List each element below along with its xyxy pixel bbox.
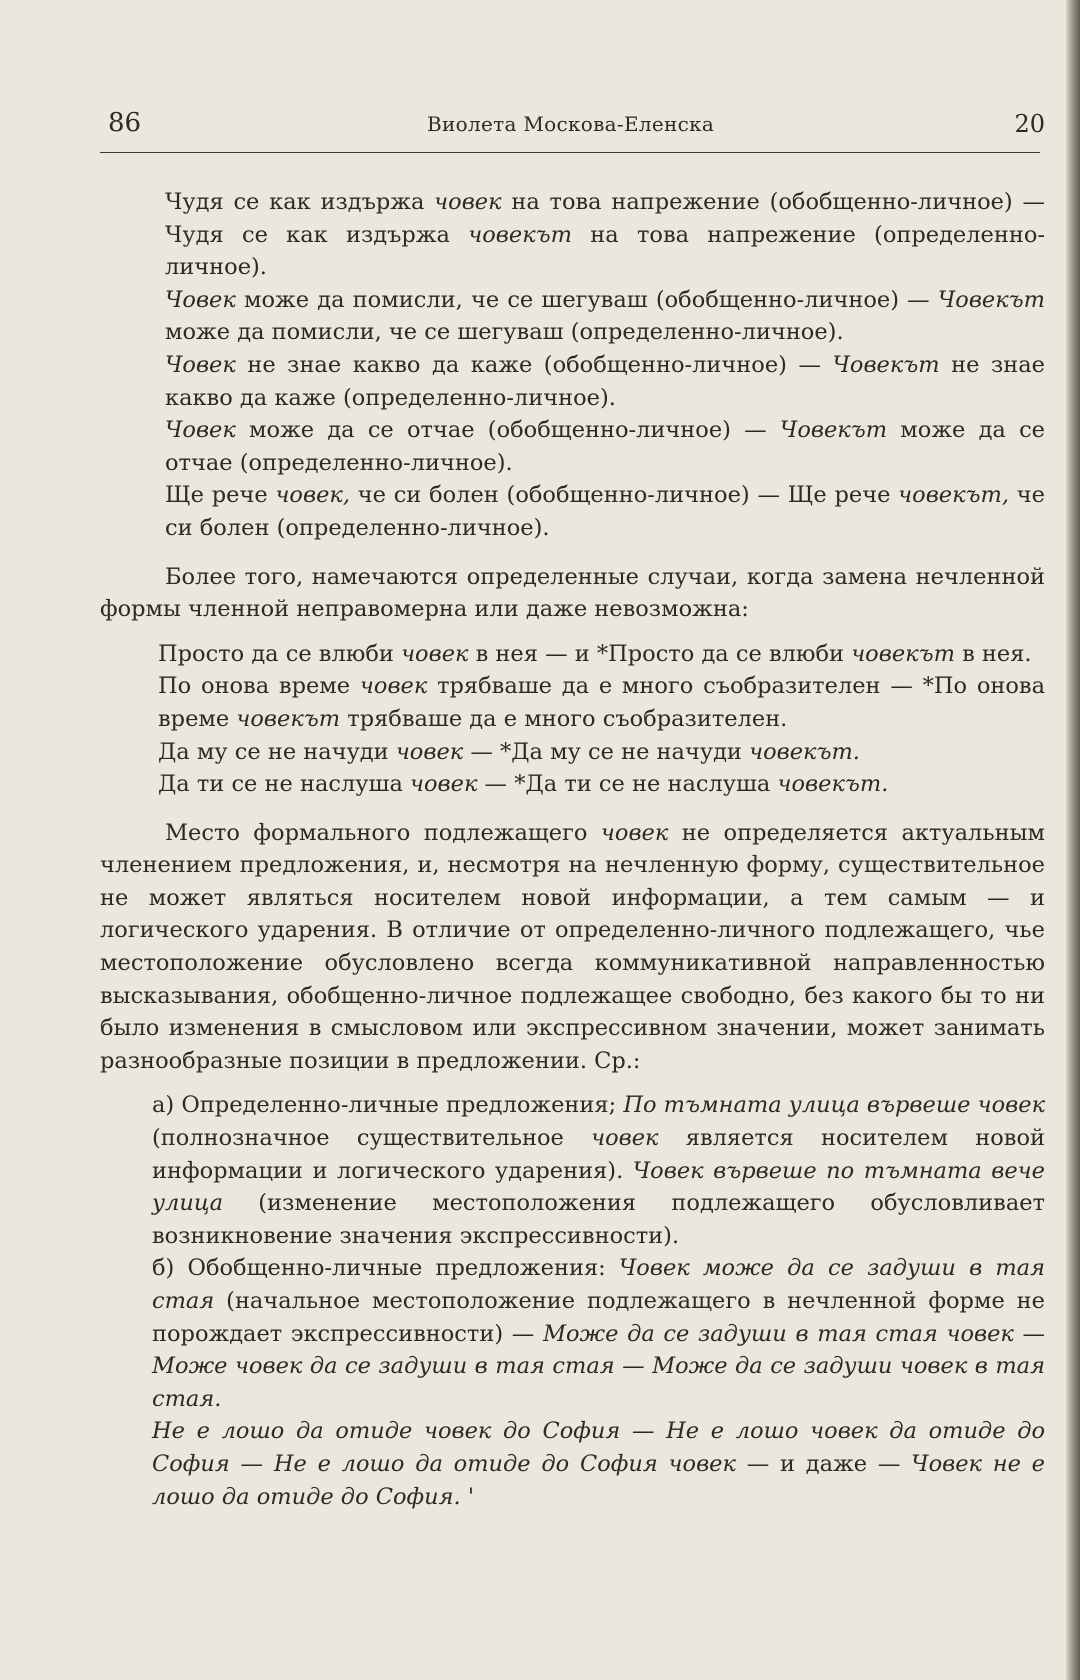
text-segment: б) Обобщенно-личные предложения: bbox=[152, 1255, 619, 1282]
text-segment: — *Да му се не начуди bbox=[463, 738, 750, 765]
text-segment: (начальное местоположение подлежащего в нечленной форме не порождает экспрессивности) — bbox=[152, 1288, 1045, 1347]
text-segment: че си болен (определенно-личное). bbox=[165, 482, 1045, 541]
italic-term: Човек bbox=[165, 417, 236, 444]
text-segment: може да се отчае (обобщенно-личное) — bbox=[235, 417, 780, 444]
text-segment: на това напрежение (обобщенно-личное) — Чудя се как издържа bbox=[165, 189, 1045, 248]
text-segment: — и даже — bbox=[735, 1450, 912, 1477]
text-segment: не знае какво да каже (обобщенно-личное) — bbox=[235, 351, 833, 378]
italic-term: Човек bbox=[165, 351, 236, 378]
italic-term: Човек вървеше по тъмната вече улица bbox=[152, 1157, 1045, 1217]
running-head-right-mark: 20 bbox=[1014, 110, 1045, 138]
text-segment: а) Определенно-личные предложения; bbox=[152, 1092, 624, 1119]
text-segment: в нея. bbox=[954, 640, 1032, 667]
example-line bbox=[100, 284, 1045, 349]
example-line bbox=[100, 638, 1045, 671]
header-rule bbox=[100, 152, 1040, 153]
text-segment: може да помисли, че се шегуваш (определенно-личное). bbox=[165, 319, 844, 346]
italic-term: човек bbox=[359, 673, 428, 700]
text-segment: не знае какво да каже (определенно-личное). bbox=[165, 351, 1045, 411]
example-item-a bbox=[100, 1089, 1045, 1252]
italic-term: човекът, bbox=[898, 482, 1010, 509]
text-segment: че си болен (обобщенно-личное) — Ще рече bbox=[349, 482, 899, 509]
text-segment: Просто да се влюби bbox=[158, 640, 402, 667]
italic-term: човек bbox=[434, 189, 502, 215]
text-segment: По онова време bbox=[158, 673, 360, 700]
example-line bbox=[100, 414, 1045, 479]
italic-term: Може да се задуши в тая стая човек — Може човек да се задуши в тая стая — Може да се задуши човек в тая стая. bbox=[152, 1320, 1046, 1412]
example-line bbox=[100, 736, 1045, 769]
italic-term: човекът bbox=[236, 705, 341, 732]
italic-term: Човек не е лошо да отиде до София. bbox=[152, 1450, 1045, 1510]
italic-term: Не е лошо да отиде човек до София — Не е лошо човек да отиде до София — Не е лошо да отиде до София човек bbox=[152, 1418, 1045, 1477]
page-body bbox=[100, 186, 1045, 1513]
example-line bbox=[100, 768, 1045, 801]
italic-term: Човек може да се задуши в тая стая bbox=[152, 1255, 1045, 1314]
text-segment: — *Да ти се не наслуша bbox=[477, 771, 778, 798]
text-segment: на това напрежение (определенно-личное). bbox=[165, 221, 1045, 281]
italic-term: човек bbox=[401, 640, 469, 667]
example-line bbox=[100, 349, 1045, 414]
text-segment: не определяется актуальным членением предложения, и, несмотря на нечленную форму, существительное не может являться носителем новой информации, а тем самым — и логического ударения. В отличие от определенно-личного подлежащего, чье местоположение обусловлено всегда коммуникативной направленностью высказывания, обобщенно-личное подлежащее свободно, без какого бы то ни было изменения в смысловом или экспрессивном значении, может занимать разнообразные позиции в предложении. Ср.: bbox=[100, 819, 1045, 1074]
italic-term: човекът. bbox=[777, 771, 889, 798]
example-line bbox=[100, 670, 1045, 735]
italic-term: Човекът bbox=[779, 417, 888, 444]
example-line bbox=[100, 479, 1045, 544]
text-segment: (полнозначное существительное bbox=[152, 1125, 592, 1152]
text-segment: является носителем новой информации и логического ударения). bbox=[152, 1125, 1045, 1184]
text-segment: трябваше да е много съобразителен — *По онова време bbox=[158, 673, 1045, 732]
text-segment: трябваше да е много съобразителен. bbox=[340, 705, 788, 732]
text-segment: Ще рече bbox=[165, 482, 276, 509]
text-segment: (изменение местоположения подлежащего обусловливает возникновение значения экспрессивности). bbox=[152, 1190, 1045, 1249]
italic-term: Човек bbox=[165, 286, 236, 313]
italic-term: човек bbox=[591, 1125, 659, 1152]
page-edge bbox=[1066, 0, 1080, 1680]
italic-term: Човекът bbox=[832, 351, 940, 378]
text-segment: Чудя се как издържа bbox=[165, 189, 435, 215]
text-segment: ' bbox=[460, 1483, 475, 1510]
italic-term: Човекът bbox=[937, 286, 1045, 313]
example-line bbox=[100, 186, 1045, 284]
body-paragraph bbox=[100, 561, 1045, 626]
body-paragraph bbox=[100, 817, 1045, 1078]
text-segment: Место формального подлежащего bbox=[165, 819, 601, 846]
italic-term: човек, bbox=[275, 482, 350, 509]
page-header bbox=[100, 108, 1045, 148]
italic-term: човекът bbox=[468, 221, 572, 248]
italic-term: човек bbox=[600, 819, 669, 846]
italic-term: По тъмната улица вървеше човек bbox=[623, 1092, 1046, 1119]
text-segment: Да му се не начуди bbox=[158, 738, 396, 765]
text-segment: може да се отчае (определенно-личное). bbox=[165, 417, 1045, 476]
example-item-b bbox=[100, 1252, 1045, 1415]
text-segment: може да помисли, че се шегуваш (обобщенно-личное) — bbox=[235, 286, 938, 313]
page-number: 86 bbox=[108, 108, 142, 138]
running-head-author: Виолета Москова-Еленска bbox=[427, 112, 715, 136]
italic-term: човек bbox=[395, 738, 464, 765]
text-segment: в нея — и *Просто да се влюби bbox=[468, 640, 852, 667]
italic-term: човекът bbox=[851, 640, 955, 667]
example-line bbox=[100, 1415, 1045, 1513]
italic-term: човекът. bbox=[749, 738, 860, 765]
text-segment: Да ти се не наслуша bbox=[158, 771, 411, 798]
italic-term: човек bbox=[410, 771, 478, 798]
text-segment: Более того, намечаются определенные случаи, когда замена нечленной формы членной неправомерна или даже невозможна: bbox=[100, 563, 1045, 623]
